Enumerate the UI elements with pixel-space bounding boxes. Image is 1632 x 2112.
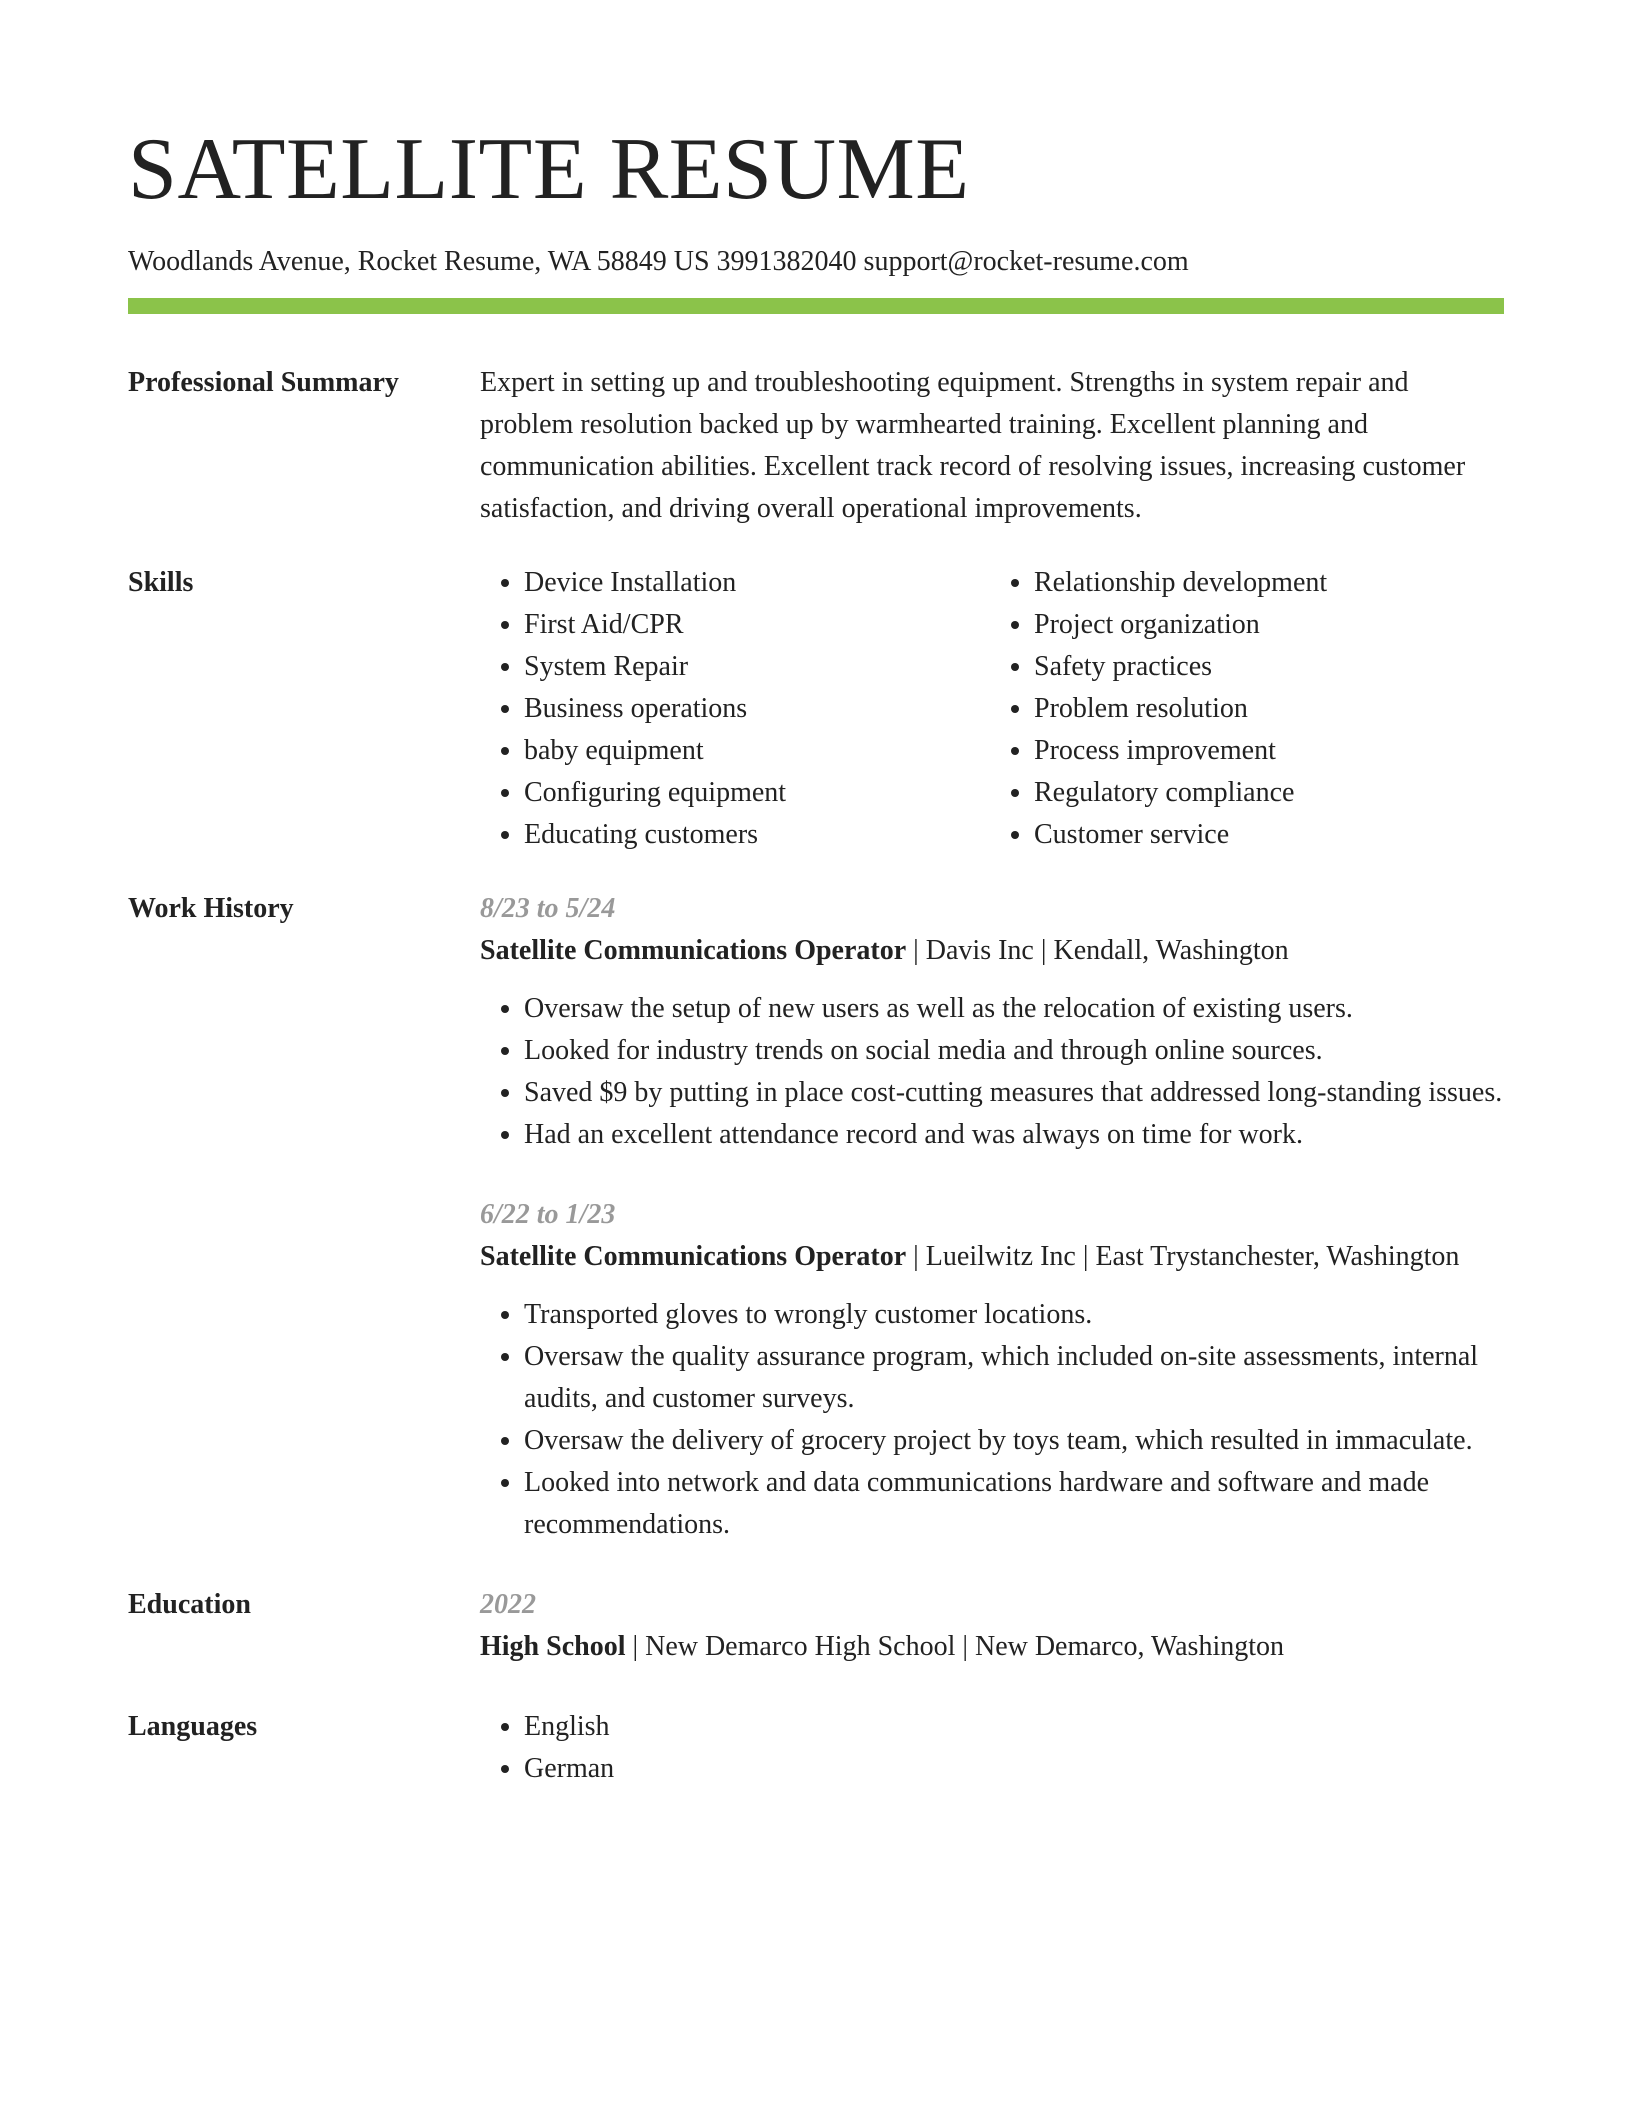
skill-item: • Educating customers [524, 814, 984, 856]
job-separator [1076, 1241, 1096, 1272]
job-entry [480, 888, 1504, 1156]
job-company: Davis Inc [925, 935, 1034, 966]
job-role: Satellite Communications Operator [480, 1241, 907, 1272]
work-history-body [480, 888, 1504, 1546]
job-bullet: • Looked for industry trends on social media and through online sources. [524, 1030, 1504, 1072]
job-bullet: • Oversaw the delivery of grocery project by toys team, which resulted in immaculate. [524, 1420, 1504, 1462]
section-title-work: Work History [128, 893, 294, 924]
skills-section [128, 562, 1504, 856]
job-entry [480, 1194, 1504, 1546]
job-company: Lueilwitz Inc [925, 1241, 1076, 1272]
languages-list [480, 1706, 1504, 1790]
skill-item: • Business operations [524, 688, 984, 730]
job-bullet: • Oversaw the quality assurance program, which included on-site assessments, internal audits, and customer surveys. [524, 1336, 1504, 1420]
education-school: New Demarco High School [645, 1631, 956, 1662]
education-separator [955, 1631, 975, 1662]
languages-section [128, 1706, 1504, 1790]
work-history-section [128, 888, 1504, 1546]
job-bullet: • Oversaw the setup of new users as well as the relocation of existing users. [524, 988, 1504, 1030]
education-separator [625, 1631, 645, 1662]
section-title-summary: Professional Summary [128, 367, 399, 398]
language-item: • English [524, 1706, 1504, 1748]
skill-item: • Project organization [1034, 604, 1504, 646]
job-bullet: • Saved $9 by putting in place cost-cutting measures that addressed long-standing issues. [524, 1072, 1504, 1114]
education-heading [480, 1626, 1504, 1668]
education-year: 2022 [480, 1589, 536, 1620]
skill-item: • Process improvement [1034, 730, 1504, 772]
skill-item: • First Aid/CPR [524, 604, 984, 646]
job-separator [906, 935, 926, 966]
section-title-education: Education [128, 1589, 251, 1620]
contact-line [128, 244, 1504, 280]
skill-item: • Regulatory compliance [1034, 772, 1504, 814]
skill-item: • Relationship development [1034, 562, 1504, 604]
section-title-languages: Languages [128, 1711, 258, 1742]
skill-item: • Safety practices [1034, 646, 1504, 688]
skill-item: • Problem resolution [1034, 688, 1504, 730]
language-item: • German [524, 1748, 1504, 1790]
contact-email: support@rocket-resume.com [863, 246, 1189, 277]
header-divider [128, 298, 1504, 314]
summary-text: Expert in setting up and troubleshooting equipment. Strengths in system repair and problem resolution backed up by warmhearted training. Excellent planning and communication abilities. Excellent track record of resolving issues, increasing customer satisfaction, and driving overall operational improvements. [480, 367, 1466, 524]
education-section [128, 1584, 1504, 1668]
job-dates: 8/23 to 5/24 [480, 893, 616, 924]
job-bullets [480, 1294, 1504, 1546]
section-title-skills: Skills [128, 567, 194, 598]
skills-list-right [984, 562, 1504, 856]
job-separator [906, 1241, 926, 1272]
summary-section [128, 362, 1504, 530]
skill-item: • System Repair [524, 646, 984, 688]
job-heading [480, 1236, 1504, 1278]
job-bullet: • Transported gloves to wrongly customer locations. [524, 1294, 1504, 1336]
job-role: Satellite Communications Operator [480, 935, 907, 966]
education-degree: High School [480, 1631, 626, 1662]
skills-list-left [480, 562, 984, 856]
education-body [480, 1584, 1504, 1668]
job-bullet: • Looked into network and data communications hardware and software and made recommendations. [524, 1462, 1504, 1546]
skills-columns [480, 562, 1504, 856]
resume-name: SATELLITE RESUME [128, 121, 970, 218]
job-location: Kendall, Washington [1053, 935, 1289, 966]
skill-item: • Device Installation [524, 562, 984, 604]
contact-phone: 3991382040 [716, 246, 857, 277]
contact-address: Woodlands Avenue, Rocket Resume, WA 58849 US [128, 246, 710, 277]
job-bullet: • Had an excellent attendance record and was always on time for work. [524, 1114, 1504, 1156]
skill-item: • baby equipment [524, 730, 984, 772]
skill-item: • Configuring equipment [524, 772, 984, 814]
skill-item: • Customer service [1034, 814, 1504, 856]
job-separator [1034, 935, 1054, 966]
job-location: East Trystanchester, Washington [1095, 1241, 1460, 1272]
job-dates: 6/22 to 1/23 [480, 1199, 616, 1230]
education-location: New Demarco, Washington [974, 1631, 1285, 1662]
languages-body [480, 1706, 1504, 1790]
job-heading [480, 930, 1504, 972]
job-bullets [480, 988, 1504, 1156]
